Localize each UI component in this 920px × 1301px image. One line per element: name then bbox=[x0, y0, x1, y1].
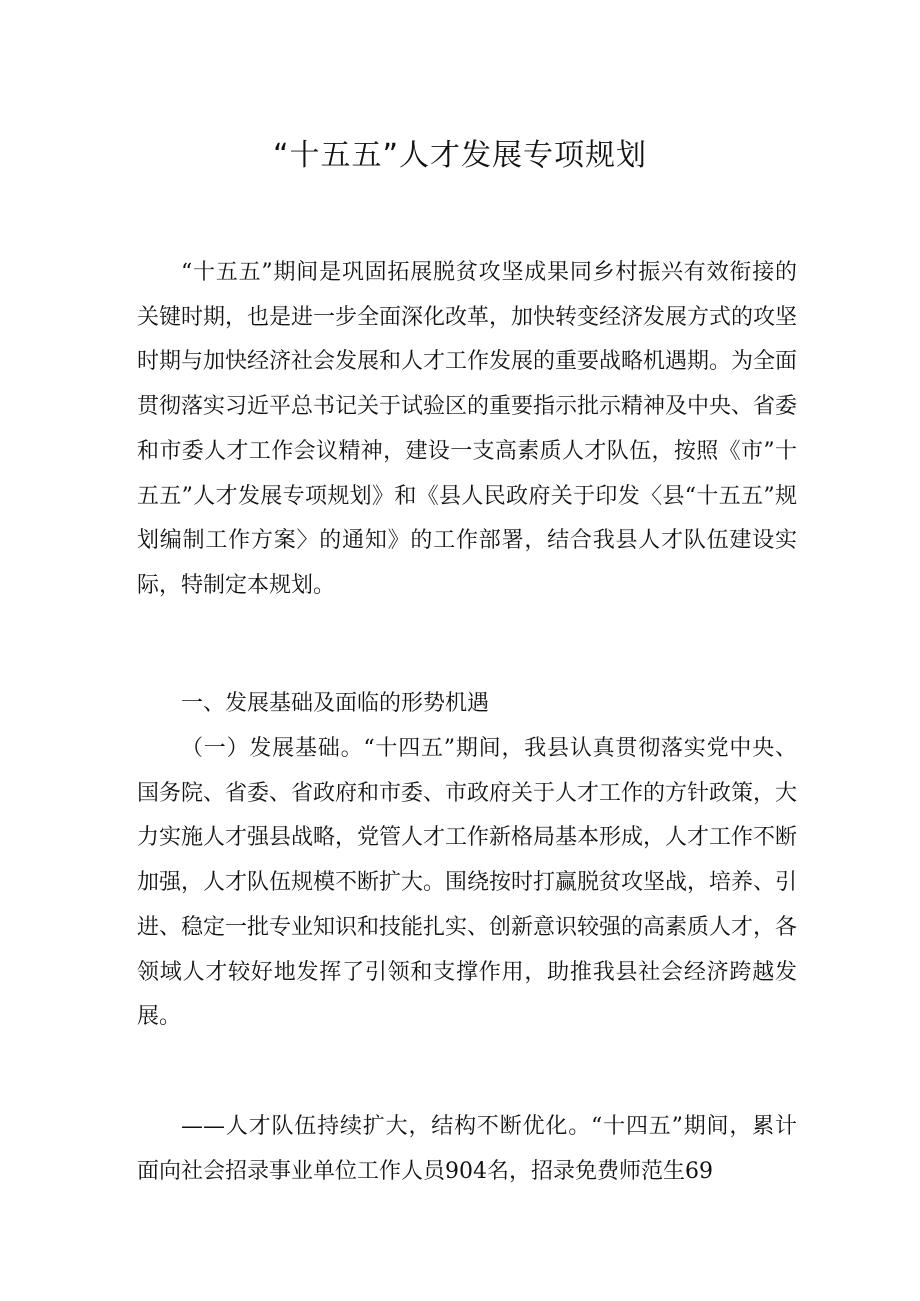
intro-paragraph: “十五五”期间是巩固拓展脱贫攻坚成果同乡村振兴有效衔接的关键时期，也是进一步全面深化改革，加快转变经济发展方式的攻坚时期与加快经济社会发展和人才工作发展的重要战略机遇期。为全面贯彻落实习近平总书记关于试验区的重要指示批示精神及中央、省委和市委人才工作会议精神，建设一支高素质人才队伍，按照《市”十五五”人才发展专项规划》和《县人民政府关于印发〈县“十五五”规划编制工作方案〉的通知》的工作部署，结合我县人才队伍建设实际，特制定本规划。 bbox=[137, 260, 798, 598]
talent-team-paragraph: ——人才队伍持续扩大，结构不断优化。“十四五”期间，累计面向社会招录事业单位工作人员904名，招录免费师范生69 bbox=[137, 1114, 797, 1184]
section-heading: 一、发展基础及面临的形势机遇 bbox=[181, 691, 490, 716]
development-basis-paragraph: （一）发展基础。“十四五”期间，我县认真贯彻落实党中央、国务院、省委、省政府和市委、市政府关于人才工作的方针政策，大力实施人才强县战略，党管人才工作新格局基本形成，人才工作不断加强，人才队伍规模不断扩大。围绕按时打赢脱贫攻坚战，培养、引进、稳定一批专业知识和技能扎实、创新意识较强的高素质人才，各领域人才较好地发挥了引领和支撑作用，助推我县社会经济跨越发展。 bbox=[137, 736, 798, 1030]
document-title: “十五五”人才发展专项规划 bbox=[272, 138, 648, 173]
